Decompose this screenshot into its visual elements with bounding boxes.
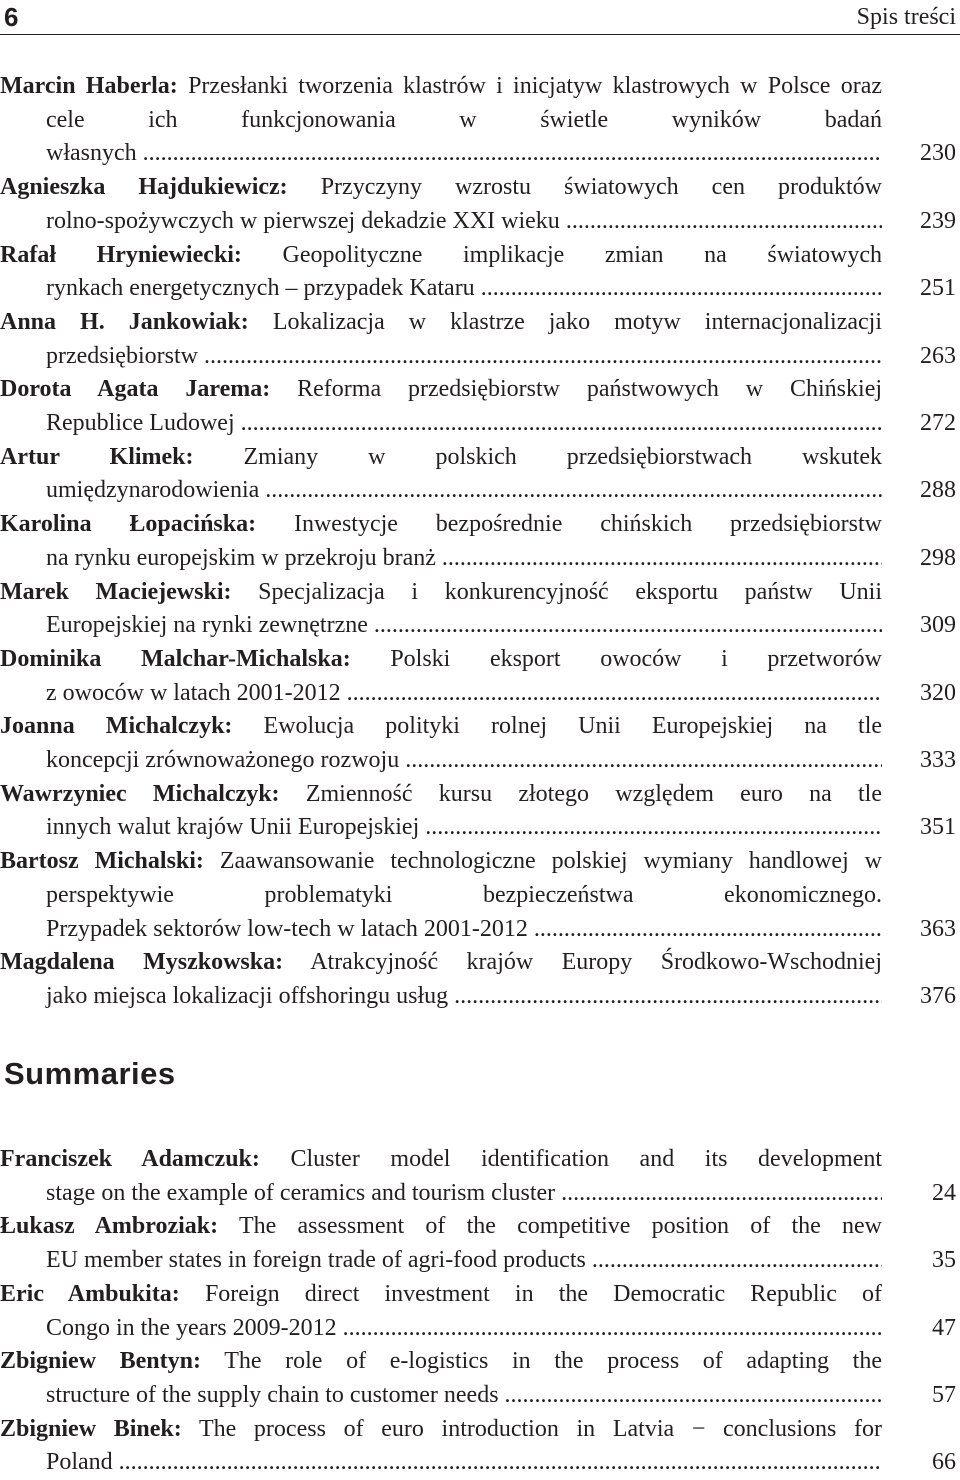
- toc-page-number: 57: [932, 1381, 956, 1408]
- toc-page-number: 288: [920, 477, 956, 504]
- toc-entry-text: [0, 946, 882, 1013]
- toc-page-number: 239: [920, 207, 956, 234]
- toc-title-end: Przypadek sektorów low-tech w latach 2001-2012 .....: [46, 916, 882, 942]
- toc-author: Zbigniew Binek:: [0, 1415, 182, 1442]
- toc-page-number: 263: [920, 342, 956, 369]
- toc-author: Łukasz Ambroziak:: [0, 1213, 219, 1240]
- toc-author: Zbigniew Bentyn:: [0, 1348, 201, 1375]
- toc-author: Marek Maciejewski:: [0, 578, 232, 605]
- toc-page-number: 320: [920, 679, 956, 706]
- toc-title: Geopolityczne implikacje zmian na światowych: [282, 241, 882, 268]
- toc-page-number: 298: [920, 544, 956, 571]
- toc-title-end: rolno-spożywczych w pierwszej dekadzie XXI wieku .....: [46, 208, 882, 234]
- toc-entry[interactable]: [0, 643, 956, 710]
- toc-entry-text: [0, 373, 882, 440]
- toc-entry-text: [0, 239, 882, 306]
- toc-title-end: Congo in the years 2009-2012 .....: [46, 1315, 882, 1341]
- toc-page-number: 363: [920, 915, 956, 942]
- toc-page-number: 251: [920, 275, 956, 302]
- toc-entry[interactable]: [0, 441, 956, 508]
- toc-title: Atrakcyjność krajów Europy Środkowo-Wschodniej: [310, 949, 882, 976]
- toc-title-end: stage on the example of ceramics and tourism cluster .....: [46, 1180, 882, 1206]
- toc-title-end: Europejskiej na rynki zewnętrzne .....: [46, 612, 882, 638]
- toc-title-end: jako miejsca lokalizacji offshoringu usług .....: [46, 983, 882, 1009]
- toc-author: Karolina Łopacińska:: [0, 511, 257, 538]
- toc-author: Franciszek Adamczuk:: [0, 1146, 260, 1172]
- toc-title-end: na rynku europejskim w przekroju branż .....: [46, 545, 882, 571]
- running-title: Spis treści: [856, 4, 956, 30]
- toc-title: The assessment of the competitive position of the new: [238, 1213, 882, 1240]
- summaries-heading: Summaries: [4, 1056, 176, 1091]
- toc-page-number: 47: [932, 1314, 956, 1341]
- toc-entry[interactable]: [0, 1413, 956, 1480]
- toc-entry[interactable]: [0, 171, 956, 238]
- toc-title-end: rynkach energetycznych – przypadek Kataru .....: [46, 275, 882, 301]
- toc-title-end: Republice Ludowej .....: [46, 410, 882, 436]
- toc-entry[interactable]: [0, 778, 956, 845]
- toc-title: Specjalizacja i konkurencyjność eksportu państw Unii: [258, 578, 882, 605]
- toc-title-end: z owoców w latach 2001-2012 .....: [46, 680, 882, 706]
- toc-entry[interactable]: [0, 845, 956, 946]
- toc-entry-text: [0, 171, 882, 238]
- toc-entry-text: [0, 441, 882, 508]
- toc-page-number: 376: [920, 982, 956, 1009]
- toc-author: Agnieszka Hajdukiewicz:: [0, 174, 288, 201]
- toc-title-end: innych walut krajów Unii Europejskiej .....: [46, 814, 882, 840]
- toc-list-summaries: [0, 1143, 960, 1480]
- toc-author: Marcin Haberla:: [0, 73, 178, 99]
- toc-entry-text: [0, 1345, 882, 1412]
- toc-author: Artur Klimek:: [0, 443, 194, 470]
- toc-title-end: własnych .....: [46, 140, 882, 166]
- toc-title: Reforma przedsiębiorstw państwowych w Chińskiej: [297, 376, 882, 403]
- toc-entry[interactable]: [0, 946, 956, 1013]
- toc-entry-text: [0, 1210, 882, 1277]
- toc-title: The process of euro introduction in Latvia − conclusions for: [198, 1415, 882, 1442]
- toc-entry[interactable]: [0, 1278, 956, 1345]
- toc-title-end: koncepcji zrównoważonego rozwoju .....: [46, 747, 882, 773]
- toc-title-end: przedsiębiorstw .....: [46, 343, 882, 369]
- toc-entry-text: [0, 576, 882, 643]
- toc-entry[interactable]: [0, 576, 956, 643]
- running-header: [0, 0, 960, 35]
- toc-title-end: Poland .....: [46, 1449, 882, 1475]
- toc-entry-text: [0, 778, 882, 845]
- toc-page-number: 230: [920, 140, 956, 167]
- toc-author: Eric Ambukita:: [0, 1280, 180, 1307]
- toc-entry-text: [0, 1143, 882, 1210]
- toc-title-end: structure of the supply chain to customer needs .....: [46, 1382, 882, 1408]
- toc-title: Ewolucja polityki rolnej Unii Europejskiej na tle: [263, 713, 882, 740]
- toc-entry-text: [0, 1413, 882, 1480]
- toc-page-number: 272: [920, 410, 956, 437]
- toc-title: The role of e-logistics in the process of adapting the: [224, 1348, 882, 1375]
- toc-page-number: 309: [920, 612, 956, 639]
- toc-title: Zaawansowanie technologiczne polskiej wymiany handlowej w perspektywie problematyki bezpieczeństwa ekonomicznego.: [46, 848, 882, 908]
- toc-page-number: 24: [932, 1179, 956, 1206]
- toc-title-end: umiędzynarodowienia .....: [46, 477, 882, 503]
- toc-author: Rafał Hryniewiecki:: [0, 241, 242, 268]
- toc-author: Anna H. Jankowiak:: [0, 308, 249, 335]
- toc-entry-text: [0, 643, 882, 710]
- toc-title: Zmiany w polskich przedsiębiorstwach wskutek: [243, 443, 882, 470]
- toc-entry-text: [0, 710, 882, 777]
- toc-entry-text: [0, 306, 882, 373]
- page-number: 6: [4, 2, 19, 32]
- toc-entry[interactable]: [0, 1143, 956, 1210]
- toc-title: Cluster model identification and its development: [290, 1146, 882, 1172]
- toc-entry[interactable]: [0, 1345, 956, 1412]
- toc-entry-text: [0, 70, 882, 171]
- toc-entry-text: [0, 845, 882, 946]
- toc-title: Polski eksport owoców i przetworów: [390, 645, 882, 672]
- toc-title: Inwestycje bezpośrednie chińskich przedsiębiorstw: [293, 511, 882, 538]
- toc-title: Przyczyny wzrostu światowych cen produktów: [320, 174, 882, 201]
- toc-list-polish: [0, 70, 960, 1014]
- toc-author: Dominika Malchar-Michalska:: [0, 645, 351, 672]
- toc-entry-text: [0, 1278, 882, 1345]
- toc-title: Zmienność kursu złotego względem euro na tle: [305, 780, 882, 807]
- toc-title: Foreign direct investment in the Democratic Republic of: [204, 1280, 882, 1307]
- toc-entry[interactable]: [0, 1210, 956, 1277]
- toc-author: Magdalena Myszkowska:: [0, 949, 284, 976]
- toc-entry[interactable]: [0, 508, 956, 575]
- toc-entry[interactable]: [0, 710, 956, 777]
- toc-page-number: 351: [920, 814, 956, 841]
- toc-author: Bartosz Michalski:: [0, 848, 204, 875]
- toc-author: Wawrzyniec Michalczyk:: [0, 780, 280, 807]
- toc-page-number: 35: [932, 1247, 956, 1274]
- toc-author: Joanna Michalczyk:: [0, 713, 233, 740]
- toc-author: Dorota Agata Jarema:: [0, 376, 271, 403]
- toc-title: Przesłanki tworzenia klastrów i inicjatyw klastrowych w Polsce oraz cele ich funkcjonowania w świetle wyników badań: [46, 73, 882, 133]
- toc-entry[interactable]: [0, 239, 956, 306]
- toc-title: Lokalizacja w klastrze jako motyw internacjonalizacji: [272, 308, 882, 335]
- toc-page-number: 333: [920, 747, 956, 774]
- toc-page-number: 66: [932, 1449, 956, 1476]
- toc-title-end: EU member states in foreign trade of agri-food products .....: [46, 1247, 882, 1273]
- toc-entry[interactable]: [0, 306, 956, 373]
- toc-entry[interactable]: [0, 70, 956, 171]
- toc-entry[interactable]: [0, 373, 956, 440]
- toc-entry-text: [0, 508, 882, 575]
